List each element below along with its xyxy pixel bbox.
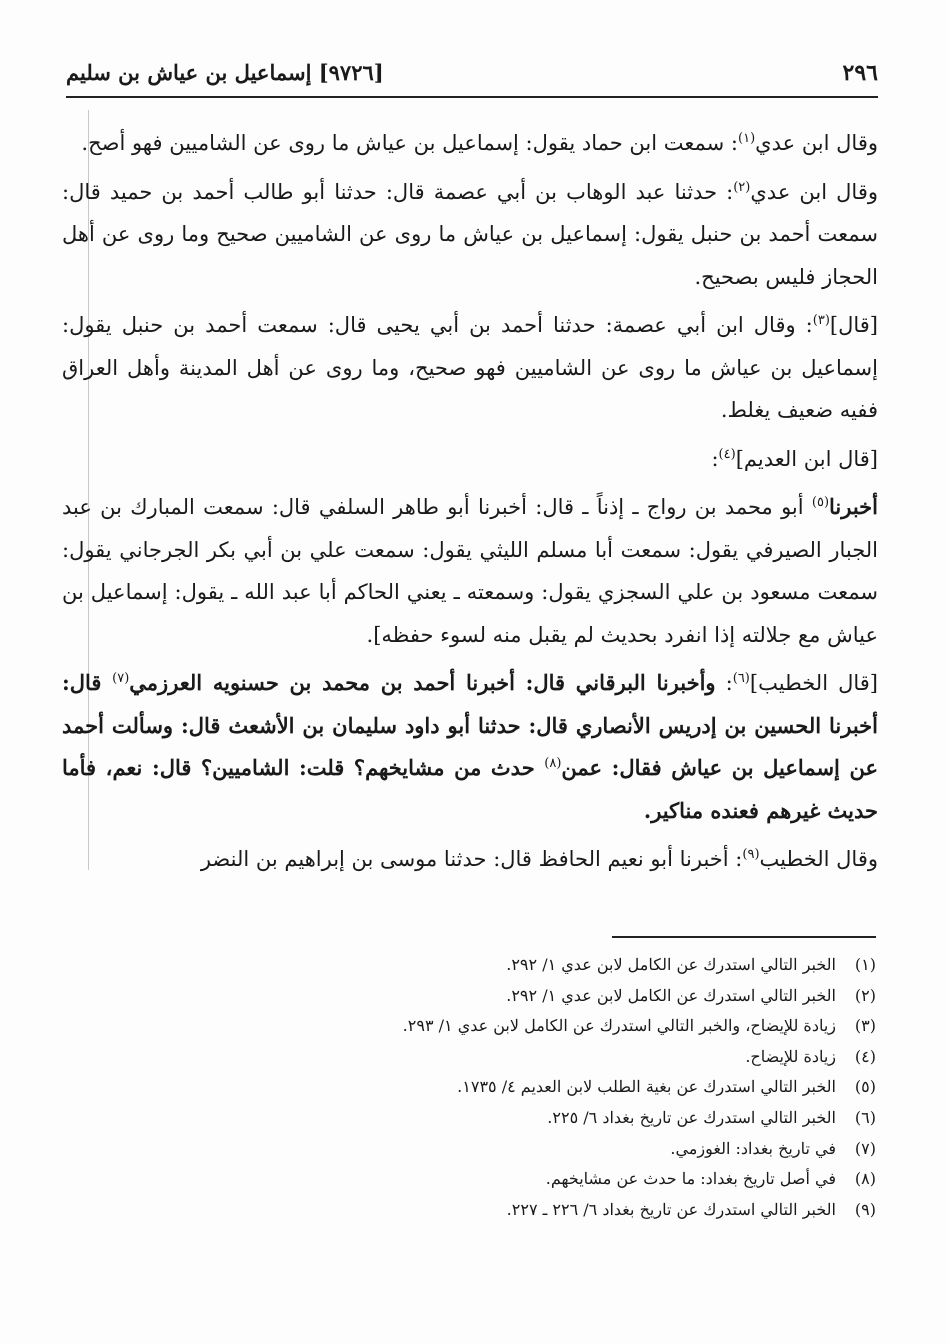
footnote-item	[120, 1134, 876, 1165]
text-run: [قال الخطيب]	[749, 671, 878, 695]
footnote-item	[120, 1011, 876, 1042]
text-run: : حدثنا عبد الوهاب بن أبي عصمة قال: حدثنا أبو طالب أحمد بن حميد قال: سمعت أحمد بن حنبل يقول: إسماعيل بن عياش ما روى عن الشاميين صحيح وما روى عن أهل الحجاز فليس بصحيح.	[62, 179, 878, 289]
paragraph-4	[62, 438, 878, 481]
header-rule	[66, 96, 878, 98]
text-run: : أخبرنا أبو نعيم الحافظ قال: حدثنا موسى بن إبراهيم بن النضر	[200, 847, 743, 871]
footnote-item	[120, 1103, 876, 1134]
paragraph-5	[62, 486, 878, 656]
text-run: :	[711, 446, 719, 471]
footnote-text: الخبر التالي استدرك عن تاريخ بغداد ٦/ ٢٢٦ ـ ٢٢٧.	[506, 1199, 836, 1219]
footnote-item	[120, 1042, 876, 1073]
paragraph-1	[62, 122, 878, 165]
footnote-text: الخبر التالي استدرك عن الكامل لابن عدي ١/ ٢٩٢.	[506, 955, 836, 974]
footnote-text: زيادة للإيضاح.	[745, 1046, 836, 1066]
paragraph-7	[62, 838, 878, 881]
text-run: أبو محمد بن رواج ـ إذناً ـ قال: أخبرنا أبو طاهر السلفي قال: سمعت المبارك بن عبد الجبار الصيرفي يقول: سمعت أبا مسلم الليثي يقول: سمعت علي بن أبي بكر الجرجاني يقول: سمعت مسعود بن علي السجزي يقول: وسمعته ـ يعني الحاكم أبا عبد الله ـ يقول: إسماعيل بن عياش مع جلالته إذا انفرد بحديث لم يقبل منه لسوء حفظه].	[62, 495, 878, 647]
main-text	[62, 122, 878, 887]
text-run-bold: أخبرنا	[829, 494, 878, 519]
footnote-text: في أصل تاريخ بغداد: ما حدث عن مشايخهم.	[545, 1169, 836, 1189]
footnote-number: (٩)	[854, 1199, 876, 1219]
footnote-ref[interactable]: (٩)	[742, 847, 760, 862]
text-run: وقال ابن عدي	[755, 131, 878, 155]
footnote-ref[interactable]: (٥)	[811, 495, 830, 510]
text-run: وقال الخطيب	[759, 847, 878, 871]
text-run: [قال ابن العديم]	[735, 446, 878, 471]
footnote-number: (٤)	[854, 1046, 876, 1066]
footnote-ref[interactable]: (٤)	[718, 446, 736, 462]
text-run-bold: حدث من مشايخهم؟ قلت: الشاميين؟ قال: نعم، فأما حديث غيرهم فعنده مناكير.	[62, 755, 878, 823]
footnote-number: (٨)	[854, 1169, 876, 1189]
footnote-text: في تاريخ بغداد: الغوزمي.	[670, 1138, 836, 1158]
text-run: :	[715, 671, 733, 695]
footnote-ref[interactable]: (١)	[738, 131, 756, 146]
running-head: [٩٧٢٦] إسماعيل بن عياش بن سليم	[66, 60, 384, 85]
footnote-ref[interactable]: (٨)	[544, 756, 562, 771]
footnote-number: (٢)	[854, 985, 876, 1005]
footnote-number: (٦)	[854, 1107, 876, 1127]
paragraph-3	[62, 304, 878, 432]
footnote-text: زيادة للإيضاح، والخبر التالي استدرك عن الكامل لابن عدي ١/ ٢٩٣.	[402, 1016, 836, 1036]
paragraph-6	[62, 662, 878, 832]
text-run-bold: قال: أخبرنا الحسين بن إدريس الأنصاري قال: حدثنا أبو داود سليمان بن الأشعث قال: وسألت أحمد عن إسماعيل بن عياش فقال: عمن	[62, 670, 878, 780]
footnotes	[120, 950, 876, 1225]
footnote-number: (١)	[854, 955, 876, 974]
footnote-ref[interactable]: (٢)	[733, 179, 751, 195]
footnote-item	[120, 950, 876, 981]
footnote-number: (٣)	[854, 1016, 876, 1036]
text-run: : وقال ابن أبي عصمة: حدثنا أحمد بن أبي يحيى قال: سمعت أحمد بن حنبل يقول: إسماعيل بن عياش ما روى عن الشاميين فهو صحيح، وما روى عن أهل المدينة وأهل العراق ففيه ضعيف يغلط.	[62, 313, 878, 422]
footnote-ref[interactable]: (٧)	[112, 671, 130, 686]
text-run: : سمعت ابن حماد يقول: إسماعيل بن عياش ما روى عن الشاميين فهو أصح.	[81, 131, 739, 155]
text-run: وقال ابن عدي	[750, 179, 879, 204]
page-header	[66, 60, 878, 96]
text-run: [قال]	[829, 313, 878, 337]
footnote-number: (٥)	[854, 1077, 876, 1097]
footnote-ref[interactable]: (٣)	[812, 313, 830, 328]
footnote-item	[120, 1164, 876, 1195]
text-run-bold: وأخبرنا البرقاني قال: أخبرنا أحمد بن محمد بن حسنويه العرزمي	[129, 670, 716, 695]
footnote-text: الخبر التالي استدرك عن تاريخ بغداد ٦/ ٢٢٥.	[547, 1107, 836, 1127]
footnote-ref[interactable]: (٦)	[732, 671, 750, 686]
footnote-text: الخبر التالي استدرك عن الكامل لابن عدي ١/ ٢٩٢.	[506, 985, 836, 1005]
footnote-rule	[612, 936, 876, 938]
footnote-item	[120, 981, 876, 1012]
footnote-number: (٧)	[854, 1138, 876, 1158]
footnote-text: الخبر التالي استدرك عن بغية الطلب لابن العديم ٤/ ١٧٣٥.	[457, 1077, 836, 1097]
paragraph-2	[62, 171, 878, 299]
footnote-item	[120, 1072, 876, 1103]
page-number: ٢٩٦	[842, 60, 878, 86]
footnote-item	[120, 1195, 876, 1226]
